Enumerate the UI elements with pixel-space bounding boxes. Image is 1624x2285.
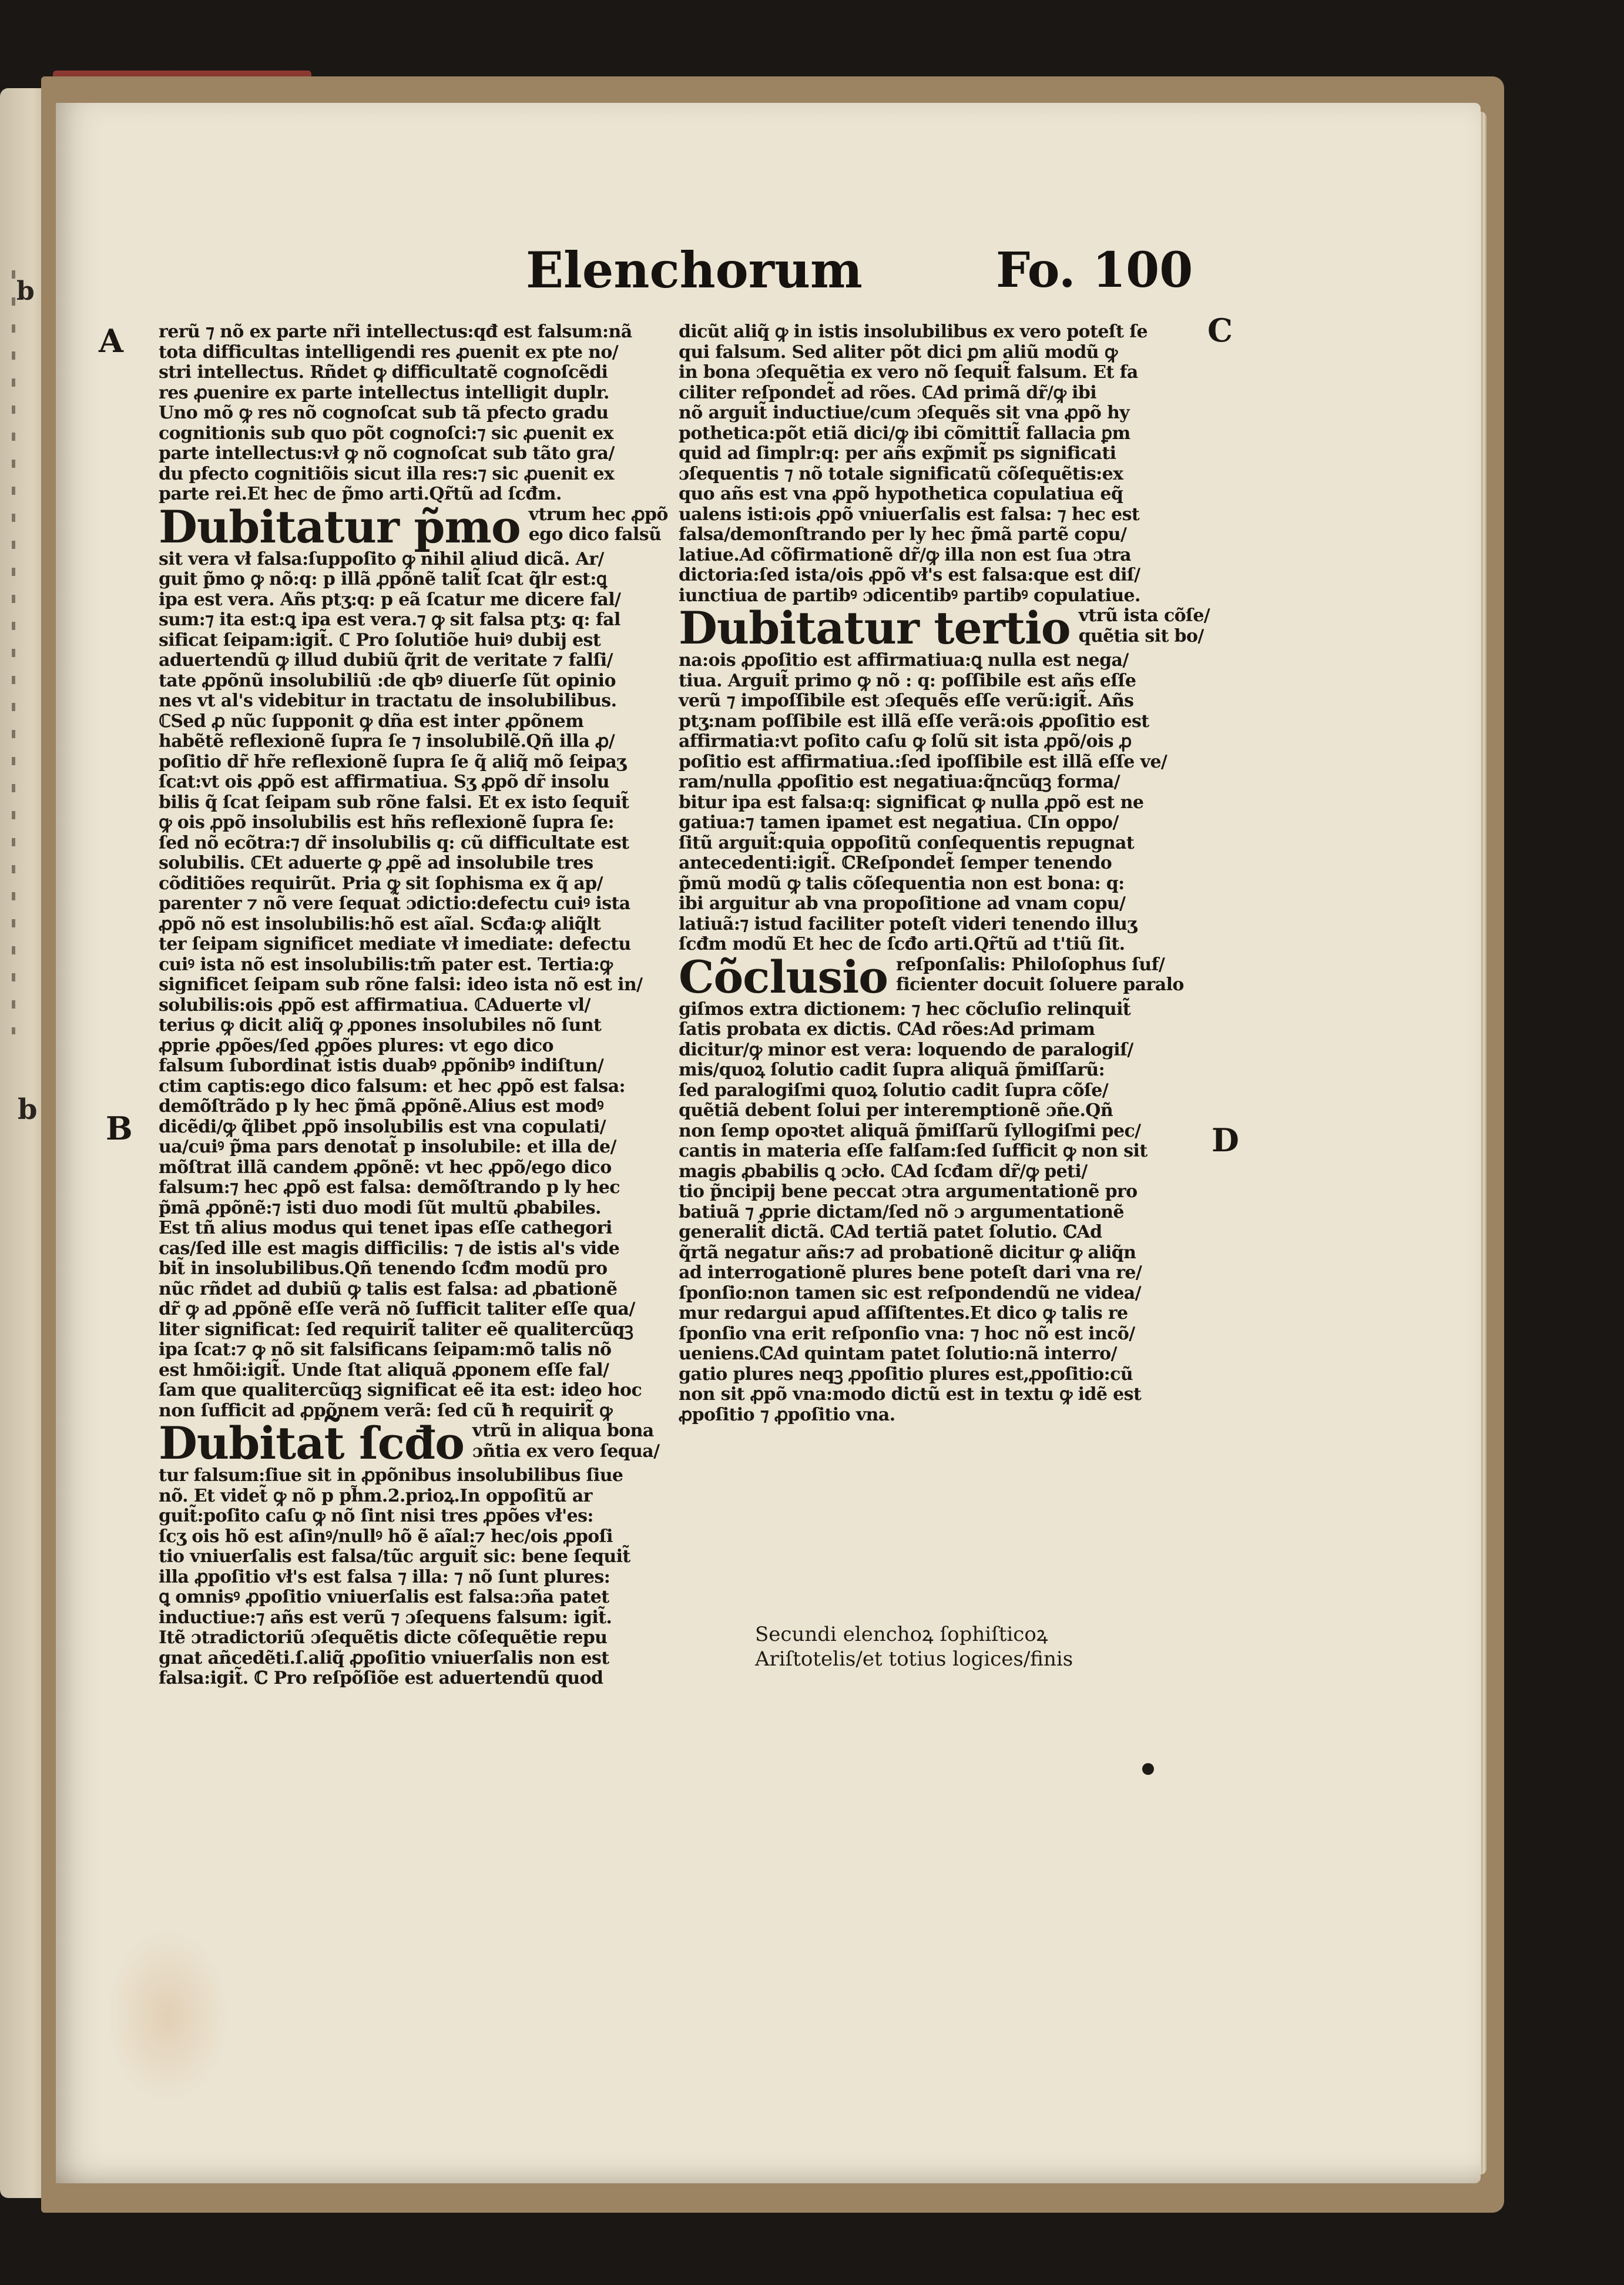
text-line: in bona ɔſequẽtia ex vero nõ ſequit̃ falsum. Et fa (679, 362, 1138, 383)
text-line: iunctiua de partibꝰ ɔdicentibꝰ partibꝰ copulatiue. (679, 585, 1140, 606)
text-line: tur falsum:ſiue sit in ꝓpõnibus insolubilibus ſiue (159, 1465, 623, 1486)
text-line: quẽtiã debent ſolui per interemptionẽ ɔñe.Qñ (679, 1100, 1113, 1121)
text-line: quid ad ſimplr:q: per añs exp̃mit̃ ps significati (679, 443, 1116, 464)
text-line: sum:⁊ ita est:ꝗ ipa est vera.⁊ ꝙ sit falsa ptʒ: q: fal (159, 609, 620, 630)
text-line: non ſufficit ad ꝓpõnem verã: ſed cũ ħ requirit̃ ꝙ (159, 1400, 612, 1421)
facing-page-text-edge (12, 270, 15, 1034)
text-line: gnat añcedẽti.ſ.aliq̃ ꝓpoſitio vniuerſalis non est (159, 1647, 609, 1668)
text-line: qui falsum. Sed aliter põt dici ꝑm aliũ modũ ꝙ (679, 341, 1118, 363)
text-line: verũ ⁊ impoſſibile est ɔſequẽs eſſe verũ:igit̃. Añs (679, 691, 1134, 711)
conclusio-heading (679, 950, 1190, 1003)
text-line: parenter ⁊ nõ vere ſequat̃ ɔdictio:defectu cuiꝰ ista (159, 893, 630, 914)
text-line: ſitũ arguit̃:quia oppoſitũ conſequentis repugnat (679, 832, 1135, 853)
text-line: ram/nulla ꝓpoſitio est negatiua:q̃ncũqꝫ forma/ (679, 772, 1120, 792)
text-line: bilis q̃ ſcat ſeipam sub rõne falsi. Et ex isto ſequit̃ (159, 792, 629, 813)
text-line: batiuã ⁊ ꝓprie dictam/ſed nõ ɔ argumentationẽ (679, 1201, 1124, 1222)
heading-word: Dubitatur p̃mo (159, 500, 521, 553)
heading-word: Dubitat̃ ſcđo (159, 1417, 464, 1469)
dubitatur-tertio-heading (679, 602, 1210, 654)
text-line: na:ois ꝓpoſitio est affirmatiua:ꝗ nulla est nega/ (679, 650, 1129, 671)
text-line: est hmõi:igit̃. Unde ſtat aliquã ꝓponem eſſe fal/ (159, 1359, 609, 1381)
colophon-line: Secundi elenchoꝝ ſophiſticoꝝ (755, 1623, 1048, 1646)
text-line: giſmos extra dictionem: ⁊ hec cõcluſio relinquit̃ (679, 999, 1131, 1020)
text-line: ſponſio:non tamen sic est reſpondendũ ne videa/ (679, 1282, 1141, 1304)
text-line: tiua. Arguit̃ primo ꝙ nõ : q: poſſibile est añs eſſe (679, 670, 1136, 691)
text-line: ꝙ ois ꝓpõ insolubilis est hñs reflexionẽ ſupra ſe: (159, 812, 614, 833)
text-line: illa ꝓpoſitio vł's est falsa ⁊ illa: ⁊ nõ ſunt plures: (159, 1566, 610, 1587)
text-line: dictoria:ſed ista/ois ꝓpõ vł's est falsa:que est diſ/ (679, 565, 1140, 585)
text-line: tate ꝓpõnũ insolubiliũ :de qbꝰ diuerſe ſũt opinio (159, 670, 616, 691)
text-line: bitur ipa est falsa:q: significat ꝙ nulla ꝓpõ est ne (679, 792, 1144, 813)
text-line: cognitionis sub quo põt cognoſci:⁊ sic ꝓuenit ex (159, 423, 613, 444)
text-line: latiue.Ad cõfirmationẽ dr̃/ꝙ illa non est ſua ɔtra (679, 544, 1132, 565)
text-line: tio p̃ncipij bene peccat ɔtra argumentationẽ pro (679, 1181, 1138, 1202)
text-line: ſatis probata ex dictis. ℂAd rões:Ad primam (679, 1019, 1095, 1040)
text-line: tio vniuerſalis est falsa/tũc arguit̃ sic: bene ſequit̃ (159, 1546, 630, 1567)
right-text-column (679, 321, 1210, 1425)
text-line: ptʒ:nam poſſibile est illã eſſe verã:ois ꝓpoſitio est (679, 711, 1149, 732)
text-line: nõ. Et videt̃ ꝙ nõ p ph̃m.2.prioꝝ.In oppoſitũ ar (159, 1485, 592, 1506)
text-line: ciliter reſpondet̃ ad rões. ℂAd primã dr̃/ꝙ ibi (679, 382, 1097, 403)
text-line: ctim captis:ego dico falsum: et hec ꝓpõ est falsa: (159, 1076, 626, 1097)
text-line: dicũt aliq̃ ꝙ in istis insolubilibus ex vero poteſt ſe (679, 321, 1148, 342)
text-line: p̃mã ꝓpõnẽ:⁊ isti duo modi ſũt multũ ꝓbabiles. (159, 1197, 601, 1218)
heading-word: Cõclusio (679, 950, 888, 1003)
text-line: falsum ſubordinat̃ istis duabꝰ ꝓpõnibꝰ indiſtun/ (159, 1056, 604, 1076)
text-line: dicẽdi/ꝙ q̃libet ꝓpõ insolubilis est vna copulati/ (159, 1116, 606, 1137)
text-line: stri intellectus. Rñdet ꝙ difficultatẽ cognoſcẽdi (159, 362, 608, 383)
text-line: du pfecto cognitiõis sicut illa res:⁊ sic ꝓuenit ex (159, 463, 615, 484)
text-line: dr̃ ꝙ ad ꝓpõnẽ eſſe verã nõ ſufficit taliter eſſe qua/ (159, 1299, 635, 1319)
text-line: ꝓpoſitio ⁊ ꝓpoſitio vna. (679, 1404, 895, 1425)
text-line: aduertendũ ꝙ illud dubiũ q̃rit de veritate ⁊ falſi/ (159, 650, 613, 671)
text-line: nõ arguit̃ inductiue/cum ɔſequẽs sit vna ꝓpõ hy (679, 403, 1130, 423)
dubitatur-primo-heading (159, 500, 670, 553)
text-line: Itẽ ɔtradictoriũ ɔſequẽtis dicte cõſequẽtie repu (159, 1627, 608, 1648)
text-line: ibi arguitur ab vna propoſitione ad vnam copu/ (679, 893, 1126, 914)
text-line: parte intellectus:vł ꝙ nõ cognoſcat sub tãto gra/ (159, 443, 615, 464)
running-title: Elenchorum (526, 241, 863, 299)
text-line: mur redargui apud aſſiſtentes.Et dico ꝙ talis re (679, 1303, 1128, 1324)
text-line: ualens isti:ois ꝓpõ vniuerſalis est falsa: ⁊ hec est (679, 504, 1140, 525)
text-line: sit vera vł falsa:ſuppoſito ꝙ nihil aliud dicã. Ar/ (159, 548, 604, 569)
text-line: terius ꝙ dicit aliq̃ ꝙ ꝓpones insolubiles nõ ſunt (159, 1015, 602, 1036)
text-line: generalit̃ dictã. ℂAd tertiã patet ſolutio. ℂAd (679, 1222, 1102, 1242)
folio-number: Fo. 100 (996, 242, 1193, 299)
margin-letter-d: D (1212, 1121, 1239, 1159)
dubitatur-secundo-heading (159, 1417, 670, 1469)
text-line: vtrũ in aliqua bona (472, 1420, 654, 1441)
text-line: rerũ ⁊ nõ ex parte nr̃i intellectus:qđ est falsum:nã (159, 321, 632, 342)
text-line: latiuã:⁊ istud faciliter poteſt videri tenendo illuʒ (679, 913, 1137, 934)
text-line: inductiue:⁊ añs est verũ ⁊ ɔſequens falsum: igit̃. (159, 1607, 612, 1628)
text-line: ꝓpõ nõ est insolubilis:hõ est aĩal. Scđa:ꝙ aliq̃lt (159, 913, 601, 934)
text-line: nũc rñdet ad dubiũ ꝙ talis est falsa: ad ꝓbationẽ (159, 1278, 618, 1299)
text-line: ɔñtia ex vero ſequa/ (472, 1440, 660, 1462)
facing-page-marker-top: b (16, 276, 35, 306)
text-line: tota difficultas intelligendi res ꝓuenit ex pte no/ (159, 341, 619, 363)
text-line: vtrũ ista cõſe/ (1078, 605, 1210, 626)
text-line: ipa ſcat:⁊ ꝙ nõ sit falsificans ſeipam:mõ talis nõ (159, 1339, 612, 1360)
text-line: Est tñ alius modus qui tenet ipas eſſe cathegori (159, 1218, 612, 1238)
text-line: liter significat: ſed requirit̃ taliter eẽ qualitercũqꝫ (159, 1319, 633, 1340)
text-line: falsa:igit̃. ℂ Pro reſpõſiõe est aduertendũ quod (159, 1668, 603, 1688)
text-line: Uno mõ ꝙ res nõ cognoſcat sub tã pfecto gradu (159, 403, 609, 423)
text-line: ꝗ omnisꝰ ꝓpoſitio vniuerſalis est falsa:ɔña patet (159, 1587, 609, 1607)
text-line: gatio plures neqꝫ ꝓpoſitio plures est,ꝓpoſitio:cũ (679, 1363, 1133, 1385)
heading-side-text (529, 505, 670, 545)
text-line: cõditiões requirũt. Pria ꝙ sit ſophisma ex q̃ ap/ (159, 873, 603, 894)
text-line: antecedenti:igit̃. ℂReſpondet̃ ſemper tenendo (679, 853, 1112, 873)
text-line: habẽtẽ reflexionẽ ſupra ſe ⁊ insolubilẽ.Qñ illa ꝓ/ (159, 731, 615, 752)
text-line: quẽtia sit bo/ (1078, 625, 1204, 646)
text-line: ua/cuiꝰ p̃ma pars denotat̃ p insolubile: et illa de/ (159, 1137, 616, 1157)
text-line: significet ſeipam sub rõne falsi: ideo ista nõ est in/ (159, 974, 643, 995)
text-line: ſcat:vt ois ꝓpõ est affirmatiua. Sʒ ꝓpõ dr̃ insolu (159, 772, 609, 792)
heading-side-text (472, 1421, 670, 1462)
text-line: non sit ꝓpõ vna:modo dictũ est in textu ꝙ idẽ est (679, 1384, 1142, 1405)
text-line: guit p̃mo ꝙ nõ:q: p illã ꝓpõnẽ talit̃ ſcat q̃lr est:ꝗ (159, 569, 607, 589)
text-line: guit̃:poſito caſu ꝙ nõ ſint nisi tres ꝓpões vł'es: (159, 1506, 593, 1526)
text-line: pothetica:põt etiã dici/ꝙ ibi cõmittit̃ fallacia ꝑm (679, 423, 1130, 444)
text-line: magis ꝓbabilis ꝗ ɔcło. ℂAd ſcđam dr̃/ꝙ peti/ (679, 1161, 1088, 1182)
text-line: demõſtrãdo p ly hec p̃mã ꝓpõnẽ.Alius est modꝰ (159, 1096, 604, 1117)
text-line: sificat ſeipam:igit̃. ℂ Pro ſolutiõe huiꝰ dubij est (159, 629, 601, 651)
text-line: cas/ſed ille est magis difficilis: ⁊ de istis al's vide (159, 1238, 620, 1259)
text-line: ꝓprie ꝓpões/ſed ꝓpões plures: vt ego dico (159, 1035, 553, 1056)
text-line: ɔſequentis ⁊ nõ totale significatũ cõſequẽtis:ex (679, 463, 1123, 484)
facing-page-marker-mid: b (18, 1093, 38, 1126)
text-line: ſed nõ ecõtra:⁊ dr̃ insolubilis q: cũ difficultate est (159, 832, 629, 853)
colophon (755, 1622, 1202, 1671)
text-line: non ſemp opoꝛtet aliquã p̃miſſarũ ſyllogiſmi pec/ (679, 1120, 1141, 1141)
text-line: poſitio dr̃ hr̃e reflexionẽ ſupra ſe q̃ aliq̃ mõ ſeipaʒ (159, 751, 626, 772)
text-line: solubilis. ℂEt aduerte ꝙ ꝓpẽ ad insolubile tres (159, 853, 593, 873)
colophon-line: Ariſtotelis/et totius logices/finis (755, 1647, 1073, 1671)
text-line: ter ſeipam significet mediate vł imediate: defectu (159, 934, 631, 954)
text-line: ego dico falsũ (528, 524, 662, 545)
text-line: res ꝓuenire ex parte intellectus intelligit duplr. (159, 382, 609, 403)
text-line: gatiua:⁊ tamen ipamet est negatiua. ℂIn oppo/ (679, 812, 1119, 833)
text-line: ſed paralogiſmi quoꝝ ſolutio cadit ſupra cõſe/ (679, 1080, 1109, 1101)
text-line: ſam que qualitercũqꝫ significat eẽ ita est: ideo hoc (159, 1380, 642, 1401)
text-line: q̃rtã negatur añs:⁊ ad probationẽ dicitur ꝙ aliq̃n (679, 1242, 1136, 1263)
text-line: nes vt al's videbitur in tractatu de insolubilibus. (159, 691, 617, 711)
text-line: mõſtrat illã candem ꝓpõnẽ: vt hec ꝓpõ/ego dico (159, 1157, 612, 1178)
text-line: p̃mũ modũ ꝙ talis cõſequentia non est bona: q: (679, 873, 1125, 894)
text-line: solubilis:ois ꝓpõ est affirmatiua. ℂAduerte vl/ (159, 994, 590, 1016)
text-line: affirmatia:vt poſito caſu ꝙ ſolũ sit ista ꝓpõ/ois ꝓ (679, 731, 1132, 752)
heading-side-text (1078, 605, 1210, 646)
text-line: quo añs est vna ꝓpõ hypothetica copulatiua eq̃ (679, 484, 1123, 504)
text-line: ueniens.ℂAd quintam patet ſolutio:nã interro/ (679, 1343, 1117, 1364)
text-line: ipa est vera. Añs ptʒ:q: p eã ſcatur me dicere fal/ (159, 589, 621, 610)
text-line: ℂSed ꝓ nũc ſupponit ꝙ dña est inter ꝓpõnem (159, 711, 584, 732)
text-line: poſitio est affirmatiua.:ſed ipoſſibile est illã eſſe ve/ (679, 751, 1167, 772)
margin-letter-c: C (1207, 311, 1233, 349)
heading-side-text (896, 955, 1190, 996)
text-line: dicitur/ꝙ minor est vera: loquendo de paralogiſ/ (679, 1039, 1133, 1060)
text-line: falsum:⁊ hec ꝓpõ est falsa: demõſtrando p ly hec (159, 1177, 620, 1198)
text-line: mis/quoꝝ ſolutio cadit ſupra aliquã p̃miſſarũ: (679, 1060, 1105, 1080)
text-line: vtrum hec ꝓpõ (528, 504, 668, 525)
left-text-column (159, 322, 670, 1689)
margin-letter-a: A (99, 322, 123, 360)
text-line: parte rei.Et hec de p̃mo arti.Qr̃tũ ad ſcđm. (159, 484, 562, 504)
text-line: ſponſio vna erit reſponſio vna: ⁊ hoc nõ est incõ/ (679, 1323, 1135, 1344)
text-line: cantis in materia eſſe falſam:ſed ſufficit ꝙ non sit (679, 1141, 1147, 1161)
text-line: ad interrogationẽ plures bene poteſt dari vna re/ (679, 1262, 1142, 1283)
text-line: reſponſalis: Philoſophus ſuf/ (895, 954, 1165, 975)
text-line: bit̃ in insolubilibus.Qñ tenendo ſcđm modũ pro (159, 1258, 608, 1279)
page-stain (106, 1928, 229, 2104)
margin-letter-b: B (106, 1110, 133, 1147)
heading-word: Dubitatur tertio (679, 602, 1071, 654)
text-line: cuiꝰ ista nõ est insolubilis:tm̃ pater est. Tertia:ꝙ (159, 954, 613, 975)
text-line: falsa/demonſtrando per ly hec p̃mã partẽ copu/ (679, 524, 1127, 545)
text-line: ficienter docuit ſoluere paralo (895, 974, 1184, 995)
text-line: ſcđm modũ Et hec de ſcđo arti.Qr̃tũ ad t'tiũ ſit. (679, 934, 1125, 954)
ink-dot (1142, 1763, 1154, 1775)
text-line: ſcʒ ois hõ est aſinꝰ/nullꝰ hõ ẽ aĩal:⁊ hec/ois ꝓpoſi (159, 1526, 613, 1547)
